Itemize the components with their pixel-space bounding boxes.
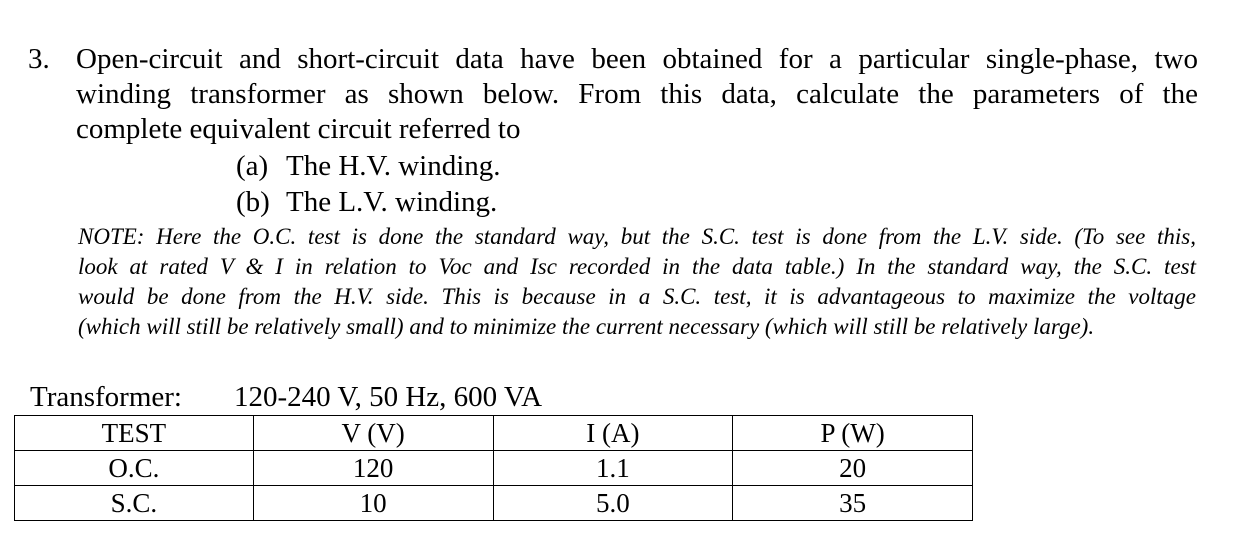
header-cell: I (A): [493, 416, 733, 451]
problem-line: winding transformer as shown below. From this data, calculate the parameters of the: [76, 78, 1198, 110]
note-block: [78, 222, 1196, 342]
header-cell: V (V): [253, 416, 493, 451]
note-line: look at rated V & I in relation to Voc and Isc recorded in the data table.) In the standard way, the S.C. test: [78, 254, 1196, 279]
problem-line: Open-circuit and short-circuit data have been obtained for a particular single-phase, two: [76, 43, 1198, 75]
problem-number: 3.: [28, 43, 50, 75]
note-line: would be done from the H.V. side. This is because in a S.C. test, it is advantageous to maximize the voltage: [78, 284, 1196, 309]
table-row: [15, 486, 973, 521]
sub-items-list: [236, 148, 501, 220]
table-cell: 120: [253, 451, 493, 486]
transformer-rating: [30, 380, 543, 415]
sub-item-a: [236, 148, 501, 184]
problem-statement: [76, 42, 1198, 147]
test-data-table: [14, 415, 973, 521]
header-cell: TEST: [15, 416, 254, 451]
sub-item-b: [236, 184, 501, 220]
table-cell: O.C.: [15, 451, 254, 486]
note-line: (which will still be relatively small) and to minimize the current necessary (which will still be relatively large).: [78, 314, 1095, 339]
sub-item-text: The L.V. winding.: [286, 186, 498, 218]
transformer-spec: 120-240 V, 50 Hz, 600 VA: [234, 381, 543, 413]
table-cell: 35: [733, 486, 973, 521]
table-cell: 5.0: [493, 486, 733, 521]
table-cell: 20: [733, 451, 973, 486]
table-header-row: [15, 416, 973, 451]
transformer-label: Transformer:: [30, 381, 182, 413]
sub-item-marker: (a): [236, 150, 269, 182]
table-cell: S.C.: [15, 486, 254, 521]
header-cell: P (W): [733, 416, 973, 451]
sub-item-marker: (b): [236, 186, 270, 218]
problem-line: complete equivalent circuit referred to: [76, 113, 521, 145]
table-cell: 1.1: [493, 451, 733, 486]
table-cell: 10: [253, 486, 493, 521]
table-row: [15, 451, 973, 486]
note-line: NOTE: Here the O.C. test is done the standard way, but the S.C. test is done from the L.V. side. (To see this,: [78, 224, 1196, 249]
sub-item-text: The H.V. winding.: [286, 150, 501, 182]
